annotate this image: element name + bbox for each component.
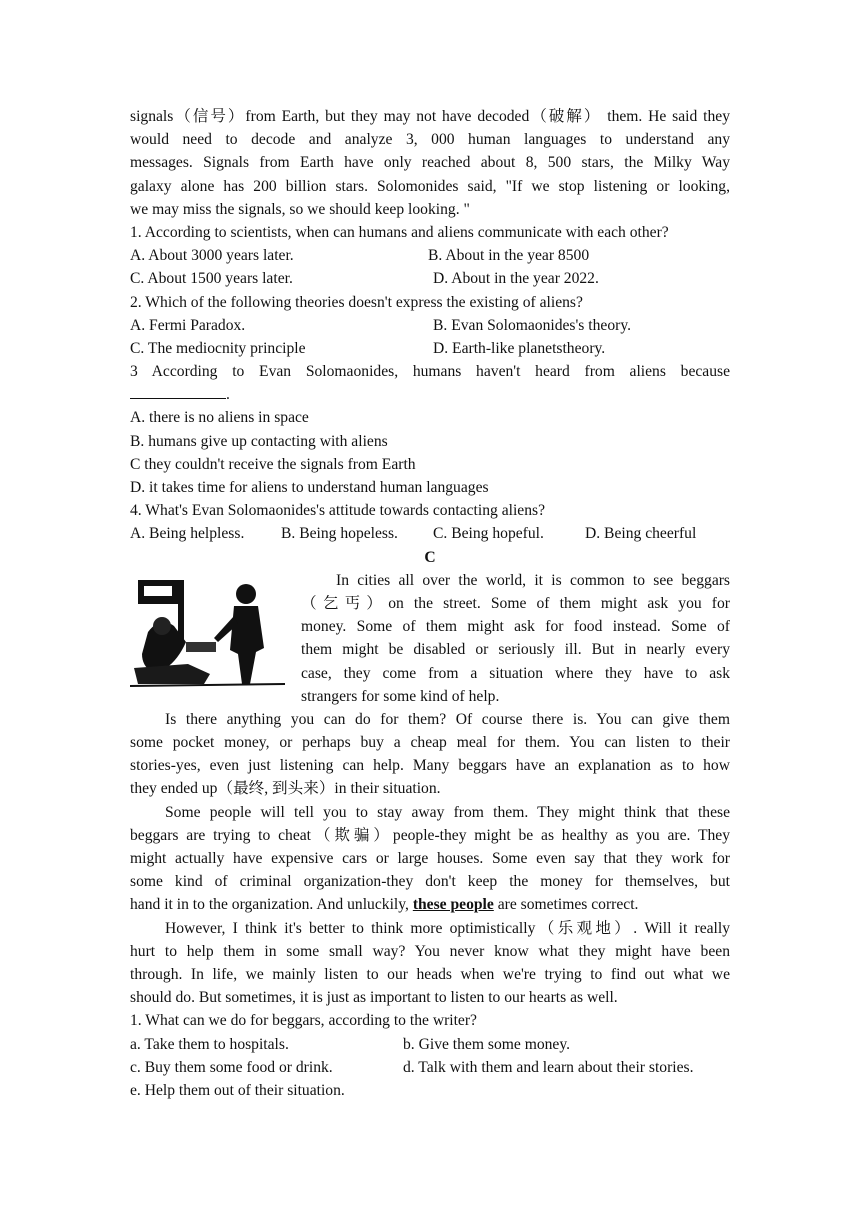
text-line: through. In life, we mainly listen to our heads when we're trying to find out what we — [130, 965, 730, 983]
text-line: would need to decode and analyze 3, 000 human languages to understand any — [130, 131, 730, 149]
paragraph-3 — [130, 801, 730, 917]
option-c: c. Buy them some food or drink. — [130, 1058, 333, 1076]
question-stem: 2. Which of the following theories doesn't express the existing of aliens? — [130, 293, 583, 311]
paragraph-1 — [301, 569, 730, 708]
question-2 — [130, 291, 730, 361]
text-line: beggars are trying to cheat（欺骗）people-they might be as healthy as you are. They — [130, 826, 730, 844]
text-line: signals（信号）from Earth, but they may not have decoded（破解） them. He said they — [130, 108, 730, 125]
text-line: should do. But sometimes, it is just as important to listen to our hearts as well. — [130, 989, 618, 1007]
question-stem: 3 According to Evan Solomaonides, humans haven't heard from aliens because — [130, 363, 730, 381]
underlined-phrase: these people — [412, 896, 494, 914]
option-c: C. Being hopeful. — [433, 525, 544, 543]
beggar-illustration — [130, 576, 285, 688]
option-b: B. humans give up contacting with aliens — [130, 432, 388, 450]
option-row — [130, 522, 730, 545]
option-b: B. Being hopeless. — [281, 525, 398, 543]
text-line: Some people will tell you to stay away from them. They might think that these — [165, 803, 730, 821]
option-row — [130, 1033, 730, 1056]
text-line: messages. Signals from Earth have only reached about 8, 500 stars, the Milky Way — [130, 154, 730, 172]
text-line: some pocket money, or perhaps buy a cheap meal for them. You can listen to their — [130, 734, 730, 752]
option-a: a. Take them to hospitals. — [130, 1035, 289, 1053]
option-d: D. About in the year 2022. — [433, 270, 599, 288]
option-row — [130, 244, 730, 267]
option-c: C. The mediocnity principle — [130, 339, 306, 357]
option-b: b. Give them some money. — [403, 1035, 571, 1053]
option-c: C. About 1500 years later. — [130, 270, 293, 288]
option-row — [130, 337, 730, 360]
text-line: they ended up（最终, 到头来）in their situation. — [130, 780, 441, 798]
option-e: e. Help them out of their situation. — [130, 1081, 345, 1099]
text-line: we may miss the signals, so we should keep looking. " — [130, 200, 470, 218]
question-stem: 4. What's Evan Solomaonides's attitude towards contacting aliens? — [130, 502, 546, 520]
stem-end: . — [226, 386, 230, 404]
option-a: A. there is no aliens in space — [130, 409, 309, 427]
text-line: However, I think it's better to think more optimistically（乐观地）. Will it really — [165, 919, 730, 937]
option-d: D. Earth-like planetstheory. — [433, 339, 606, 357]
paragraph-2 — [130, 708, 730, 801]
text-line: them might be disabled or seriously ill. But in nearly every — [301, 641, 730, 659]
text-line: Is there anything you can do for them? Of course there is. You can give them — [165, 710, 730, 728]
question-stem: 1. According to scientists, when can humans and aliens communicate with each other? — [130, 223, 669, 241]
text-line: galaxy alone has 200 billion stars. Solomonides said, "If we stop listening or looking, — [130, 177, 730, 195]
option-row — [130, 1056, 730, 1079]
option-b: B. About in the year 8500 — [428, 247, 590, 265]
text-line: case, they come from a situation where they have to ask — [301, 664, 730, 682]
question-1 — [130, 221, 730, 291]
text-line: strangers for some kind of help. — [301, 687, 500, 705]
text-line — [130, 893, 730, 916]
passage-c — [130, 546, 730, 1103]
text-line: might actually have expensive cars or large houses. Some even say that they work for — [130, 850, 730, 867]
question-4 — [130, 499, 730, 545]
text-line: In cities all over the world, it is common to see beggars — [336, 571, 730, 589]
option-a: A. About 3000 years later. — [130, 247, 294, 265]
option-d: D. it takes time for aliens to understand human languages — [130, 479, 489, 496]
text-line: money. Some of them might ask for food instead. Some of — [301, 618, 730, 636]
option-a: A. Fermi Paradox. — [130, 316, 246, 334]
text-span: are sometimes correct. — [493, 896, 639, 914]
question-stem: 1. What can we do for beggars, according to the writer? — [130, 1012, 477, 1030]
text-line: （乞丐）on the street. Some of them might ask you for — [301, 594, 730, 612]
section-heading: C — [424, 548, 436, 566]
text-line: hurt to help them in some small way? You never know what they might have been — [130, 942, 730, 960]
text-line: some kind of criminal organization-they don't keep the money for themselves, but — [130, 873, 730, 891]
paragraph-4 — [130, 917, 730, 1010]
answer-blank-line — [130, 383, 730, 406]
question-c1 — [130, 1009, 730, 1102]
option-row — [130, 314, 730, 337]
option-b: B. Evan Solomaonides's theory. — [433, 316, 631, 334]
question-3 — [130, 360, 730, 499]
answer-blank — [130, 384, 226, 399]
text-line: stories-yes, even just listening can help. Many beggars have an explanation as to how — [130, 757, 730, 775]
passage-b-tail — [130, 105, 730, 221]
option-a: A. Being helpless. — [130, 525, 245, 543]
option-row — [130, 267, 730, 290]
document-page — [130, 105, 730, 1102]
option-d: D. Being cheerful — [585, 525, 697, 543]
option-c: C they couldn't receive the signals from Earth — [130, 455, 416, 473]
text-span: hand it in to the organization. And unluckily, — [130, 896, 413, 914]
option-d: d. Talk with them and learn about their stories. — [403, 1058, 694, 1076]
